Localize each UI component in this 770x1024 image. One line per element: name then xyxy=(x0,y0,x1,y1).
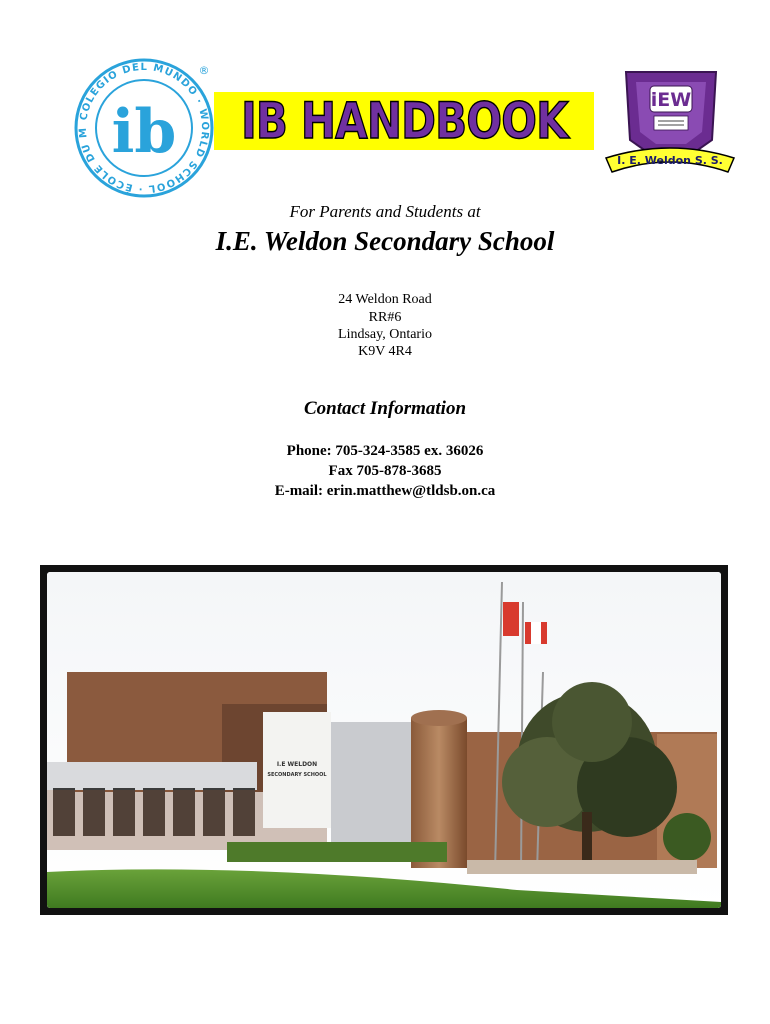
handbook-banner xyxy=(214,92,594,150)
contact-heading: Contact Information xyxy=(303,398,467,419)
ib-world-school-logo xyxy=(72,56,216,200)
address-route: RR#6 xyxy=(368,310,402,325)
crest-monogram: iEW xyxy=(650,89,692,111)
intro-line: For Parents and Students at xyxy=(289,202,481,221)
ib-mark: ib xyxy=(111,97,177,167)
school-building-photo xyxy=(47,572,721,908)
school-name: I.E. Weldon Secondary School xyxy=(215,226,555,256)
handbook-title: IB HANDBOOK xyxy=(240,92,568,150)
contact-fax: Fax 705-878-3685 xyxy=(328,463,442,479)
address-city: Lindsay, Ontario xyxy=(338,327,432,342)
contact-phone: Phone: 705-324-3585 ex. 36026 xyxy=(286,443,484,459)
contact-email: E-mail: erin.matthew@tldsb.on.ca xyxy=(274,483,496,499)
address-postal-code: K9V 4R4 xyxy=(358,344,412,359)
school-crest-logo xyxy=(600,68,740,178)
building-sign-line2: SECONDARY SCHOOL xyxy=(267,772,327,778)
school-photo-frame xyxy=(40,565,728,915)
address-street: 24 Weldon Road xyxy=(338,292,432,307)
building-sign-line1: I.E WELDON xyxy=(276,761,318,768)
ib-ring-text: COLEGIO DEL MUNDO · WORLD SCHOOL · ÉCOLE DU M xyxy=(77,61,211,195)
crest-ribbon-text: I. E. Weldon S. S. xyxy=(617,154,723,167)
registered-mark: ® xyxy=(198,64,210,77)
